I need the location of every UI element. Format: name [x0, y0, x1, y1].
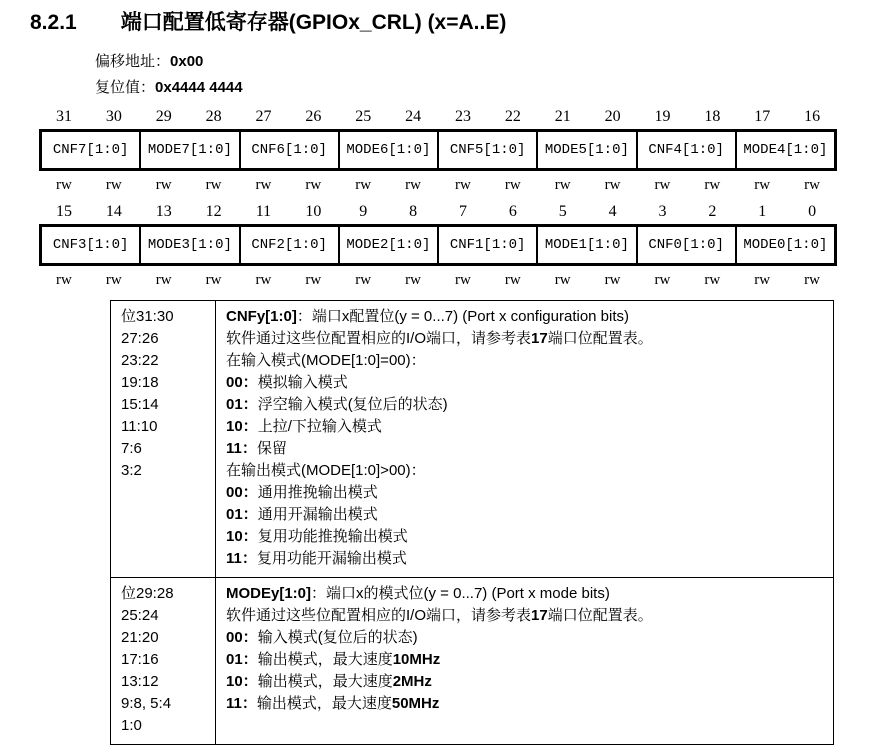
description-line: 在输出模式(MODE[1:0]>00)： — [226, 462, 426, 479]
access-type: rw — [205, 177, 222, 193]
bit-number: 3 — [658, 203, 667, 220]
description-line: MODEy[1:0]：端口x的模式位(y = 0...7) (Port x mode bits) — [226, 585, 610, 602]
bit-range-line: 位29:28 — [121, 585, 174, 602]
register-fields-row — [39, 224, 837, 266]
bit-number: 5 — [558, 203, 567, 220]
bit-number: 12 — [205, 203, 222, 220]
description-row — [111, 578, 834, 745]
access-type: rw — [355, 177, 372, 193]
access-type: rw — [105, 177, 122, 193]
bit-range-line: 11:10 — [121, 418, 158, 435]
access-type: rw — [754, 272, 771, 288]
register-field-cell: MODE6[1:0] — [338, 132, 437, 168]
register-bitfield-high — [39, 108, 837, 194]
bit-number: 25 — [355, 108, 372, 125]
access-types-row — [39, 176, 837, 194]
register-field-cell: MODE0[1:0] — [735, 227, 834, 263]
description-line: 10：复用功能推挽输出模式 — [226, 528, 408, 545]
bit-number: 7 — [458, 203, 467, 220]
offset-address-label: 偏移地址： — [95, 53, 171, 70]
bit-number: 4 — [608, 203, 617, 220]
bit-number: 29 — [155, 108, 172, 125]
register-field-cell: CNF2[1:0] — [239, 227, 338, 263]
bit-ranges-cell — [111, 578, 216, 745]
access-type: rw — [305, 272, 322, 288]
bit-numbers-row — [39, 203, 837, 221]
section-number: 8.2.1 — [30, 11, 77, 34]
access-type: rw — [754, 177, 771, 193]
access-type: rw — [155, 272, 172, 288]
register-bitfield-low — [39, 203, 837, 289]
access-type: rw — [305, 177, 322, 193]
description-line: 01：通用开漏输出模式 — [226, 506, 378, 523]
description-line: CNFy[1:0]：端口x配置位(y = 0...7) (Port x configuration bits) — [226, 308, 630, 325]
access-type: rw — [504, 272, 521, 288]
reset-value-value: 0x4444 4444 — [155, 79, 243, 96]
register-field-cell: CNF6[1:0] — [239, 132, 338, 168]
access-type: rw — [355, 272, 372, 288]
description-line: 软件通过这些位配置相应的I/O端口，请参考表17端口位配置表。 — [226, 607, 653, 624]
description-line: 在输入模式(MODE[1:0]=00)： — [226, 352, 426, 369]
register-field-cell: CNF1[1:0] — [437, 227, 536, 263]
description-line: 00：输入模式(复位后的状态) — [226, 629, 418, 646]
bit-number: 0 — [808, 203, 817, 220]
register-field-cell: MODE5[1:0] — [536, 132, 635, 168]
description-line: 11：保留 — [226, 440, 287, 457]
description-line: 11：复用功能开漏输出模式 — [226, 550, 407, 567]
access-type: rw — [804, 177, 820, 193]
access-type: rw — [804, 272, 820, 288]
offset-address-value: 0x00 — [170, 53, 204, 70]
bit-number: 16 — [804, 108, 821, 125]
field-description-table — [110, 300, 834, 745]
description-line: 10：输出模式，最大速度2MHz — [226, 673, 432, 690]
bit-range-line: 1:0 — [121, 717, 142, 734]
access-type: rw — [604, 272, 621, 288]
field-description-cell — [216, 301, 834, 578]
bit-range-line: 25:24 — [121, 607, 159, 624]
register-field-cell: CNF3[1:0] — [52, 237, 129, 253]
bit-number: 24 — [405, 108, 422, 125]
access-type: rw — [704, 272, 721, 288]
bit-range-line: 23:22 — [121, 352, 159, 369]
access-type: rw — [654, 177, 671, 193]
bit-number: 27 — [255, 108, 272, 125]
bit-number: 19 — [654, 108, 671, 125]
field-description-cell — [216, 578, 834, 745]
bit-number: 22 — [504, 108, 521, 125]
bit-range-line: 3:2 — [121, 462, 142, 479]
bit-number: 1 — [758, 203, 767, 220]
access-type: rw — [455, 272, 471, 288]
bit-range-line: 13:12 — [121, 673, 159, 690]
bit-range-line: 9:8, 5:4 — [121, 695, 172, 712]
access-type: rw — [105, 272, 122, 288]
bit-ranges-cell — [111, 301, 216, 578]
bit-number: 31 — [55, 108, 72, 125]
bit-range-line: 7:6 — [121, 440, 142, 457]
bit-numbers-row — [39, 108, 837, 126]
access-type: rw — [56, 272, 72, 288]
bit-number: 13 — [155, 203, 172, 220]
register-field-cell: MODE2[1:0] — [338, 227, 437, 263]
bit-number: 18 — [704, 108, 721, 125]
access-type: rw — [205, 272, 222, 288]
page-title: 端口配置低寄存器(GPIOx_CRL) (x=A..E) — [120, 11, 507, 34]
register-field-cell: MODE4[1:0] — [735, 132, 834, 168]
access-type: rw — [155, 177, 172, 193]
access-type: rw — [255, 177, 272, 193]
description-row — [111, 301, 834, 578]
access-type: rw — [704, 177, 721, 193]
access-type: rw — [455, 177, 471, 193]
bit-number: 28 — [205, 108, 222, 125]
register-field-cell: CNF5[1:0] — [437, 132, 536, 168]
register-field-cell: MODE3[1:0] — [139, 227, 238, 263]
bit-number: 23 — [454, 108, 471, 125]
access-type: rw — [554, 177, 571, 193]
register-field-cell: CNF0[1:0] — [636, 227, 735, 263]
bit-number: 17 — [754, 108, 771, 125]
description-line: 00：模拟输入模式 — [226, 374, 348, 391]
bit-number: 20 — [604, 108, 621, 125]
description-line: 10：上拉/下拉输入模式 — [226, 418, 382, 435]
register-field-cell: MODE7[1:0] — [139, 132, 238, 168]
bit-range-line: 15:14 — [121, 396, 159, 413]
bit-number: 26 — [305, 108, 322, 125]
register-field-cell: MODE1[1:0] — [536, 227, 635, 263]
access-type: rw — [504, 177, 521, 193]
offset-address-line — [95, 52, 870, 72]
bit-number: 21 — [554, 108, 571, 125]
access-type: rw — [554, 272, 571, 288]
access-type: rw — [56, 177, 72, 193]
bit-number: 2 — [708, 203, 717, 220]
bit-number: 8 — [409, 203, 418, 220]
bit-range-line: 19:18 — [121, 374, 159, 391]
description-line: 01：浮空输入模式(复位后的状态) — [226, 396, 448, 413]
bit-number: 6 — [508, 203, 517, 220]
reset-value-label: 复位值： — [95, 79, 156, 96]
register-fields-row — [39, 129, 837, 171]
description-line: 11：输出模式，最大速度50MHz — [226, 695, 440, 712]
bit-range-line: 17:16 — [121, 651, 159, 668]
description-line: 01：输出模式，最大速度10MHz — [226, 651, 441, 668]
bit-number: 11 — [255, 203, 272, 220]
access-type: rw — [654, 272, 671, 288]
register-field-cell: CNF4[1:0] — [636, 132, 735, 168]
access-types-row — [39, 271, 837, 289]
section-heading — [30, 0, 870, 36]
access-type: rw — [604, 177, 621, 193]
access-type: rw — [405, 177, 421, 193]
description-line: 软件通过这些位配置相应的I/O端口，请参考表17端口位配置表。 — [226, 330, 653, 347]
description-line: 00：通用推挽输出模式 — [226, 484, 378, 501]
bit-number: 9 — [359, 203, 368, 220]
access-type: rw — [255, 272, 272, 288]
bit-number: 14 — [105, 203, 122, 220]
bit-range-line: 27:26 — [121, 330, 159, 347]
register-field-cell: CNF7[1:0] — [52, 142, 129, 158]
bit-number: 30 — [105, 108, 122, 125]
reset-value-line — [95, 78, 870, 98]
access-type: rw — [405, 272, 421, 288]
bit-number: 10 — [305, 203, 322, 220]
bit-range-line: 位31:30 — [121, 308, 174, 325]
bit-number: 15 — [55, 203, 72, 220]
bit-range-line: 21:20 — [121, 629, 159, 646]
